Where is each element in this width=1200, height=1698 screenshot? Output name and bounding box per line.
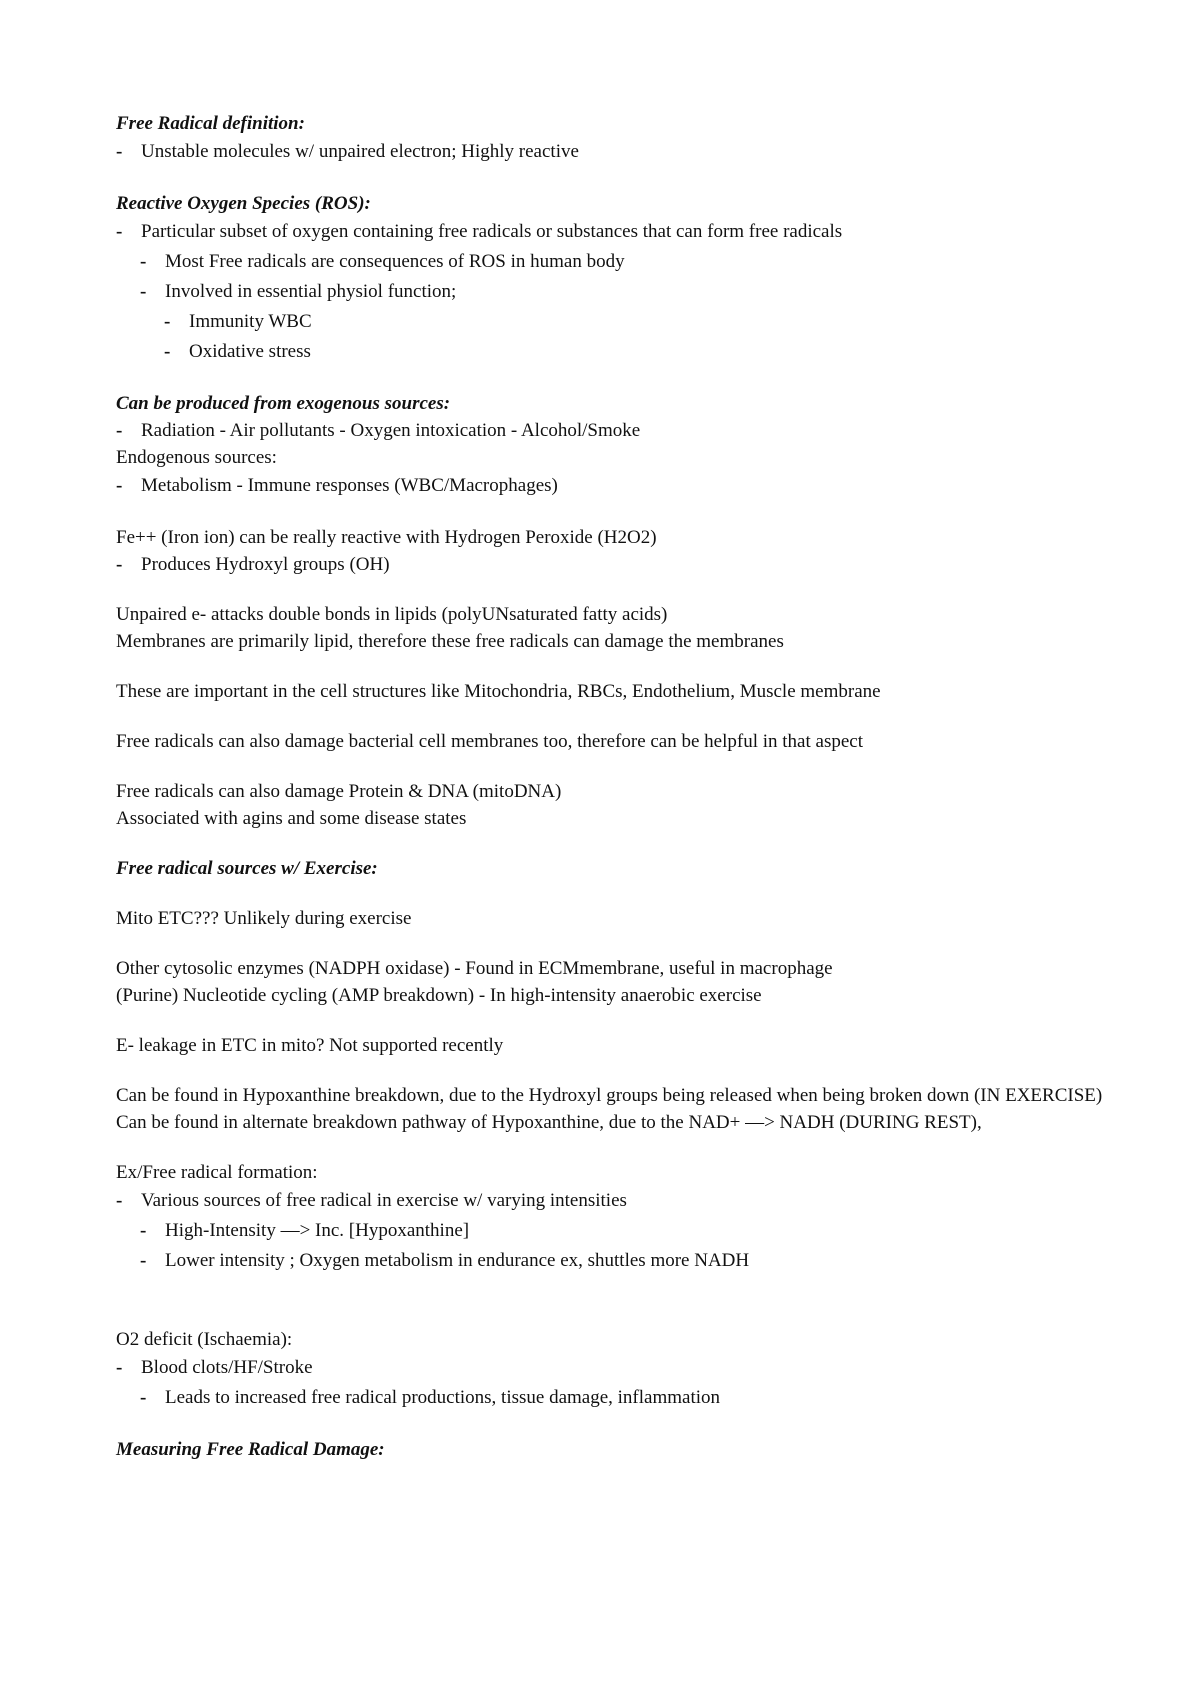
paragraph: (Purine) Nucleotide cycling (AMP breakdown) - In high-intensity anaerobic exercise xyxy=(116,985,762,1006)
bullet-item xyxy=(116,471,1116,501)
bullet-dash: - xyxy=(164,311,171,332)
bullet-dash: - xyxy=(116,1357,123,1378)
bullet-text: Oxidative stress xyxy=(189,341,311,362)
paragraph: Free radicals can also damage Protein & DNA (mitoDNA) xyxy=(116,781,562,802)
bullet-dash: - xyxy=(116,475,123,496)
bullet-dash: - xyxy=(116,420,123,441)
bullet-item xyxy=(116,1216,1116,1246)
bullet-dash: - xyxy=(140,1250,147,1271)
bullet-text: High-Intensity —> Inc. [Hypoxanthine] xyxy=(165,1220,470,1241)
bullet-text: Particular subset of oxygen containing free radicals or substances that can form free radicals xyxy=(141,221,843,242)
bullet-dash: - xyxy=(140,281,147,302)
bullet-item xyxy=(116,1186,1116,1216)
bullet-item xyxy=(116,337,1116,367)
bullet-item xyxy=(116,1383,1116,1413)
bullet-item xyxy=(116,277,1116,307)
paragraph: O2 deficit (Ischaemia): xyxy=(116,1329,293,1350)
bullet-dash: - xyxy=(116,554,123,575)
bullet-text: Lower intensity ; Oxygen metabolism in endurance ex, shuttles more NADH xyxy=(165,1250,750,1271)
bullet-dash: - xyxy=(116,141,123,162)
bullet-text: Metabolism - Immune responses (WBC/Macrophages) xyxy=(141,475,558,496)
bullet-text: Various sources of free radical in exercise w/ varying intensities xyxy=(141,1190,627,1211)
paragraph: Can be found in alternate breakdown pathway of Hypoxanthine, due to the NAD+ —> NADH (DURING REST), xyxy=(116,1112,982,1133)
paragraph: Mito ETC??? Unlikely during exercise xyxy=(116,908,412,929)
bullet-text: Leads to increased free radical productions, tissue damage, inflammation xyxy=(165,1387,721,1408)
endogenous-sources-label: Endogenous sources: xyxy=(116,447,277,468)
bullet-dash: - xyxy=(140,1387,147,1408)
heading-exercise-sources: Free radical sources w/ Exercise: xyxy=(116,858,378,879)
paragraph: Can be found in Hypoxanthine breakdown, due to the Hydroxyl groups being released when being broken down (IN EXERCISE) xyxy=(116,1085,1103,1106)
bullet-dash: - xyxy=(116,221,123,242)
bullet-text: Radiation - Air pollutants - Oxygen intoxication - Alcohol/Smoke xyxy=(141,420,641,441)
paragraph: Fe++ (Iron ion) can be really reactive with Hydrogen Peroxide (H2O2) xyxy=(116,527,657,548)
heading-ros: Reactive Oxygen Species (ROS): xyxy=(116,193,371,214)
paragraph: Unpaired e- attacks double bonds in lipids (polyUNsaturated fatty acids) xyxy=(116,604,668,625)
bullet-text: Blood clots/HF/Stroke xyxy=(141,1357,313,1378)
paragraph: Other cytosolic enzymes (NADPH oxidase) - Found in ECMmembrane, useful in macrophage xyxy=(116,958,833,979)
heading-exogenous-sources: Can be produced from exogenous sources: xyxy=(116,393,451,414)
bullet-text: Unstable molecules w/ unpaired electron; Highly reactive xyxy=(141,141,579,162)
paragraph: Membranes are primarily lipid, therefore these free radicals can damage the membranes xyxy=(116,631,784,652)
paragraph: These are important in the cell structures like Mitochondria, RBCs, Endothelium, Muscle membrane xyxy=(116,681,881,702)
bullet-dash: - xyxy=(164,341,171,362)
bullet-item xyxy=(116,417,1116,444)
bullet-item xyxy=(116,1246,1116,1276)
bullet-item xyxy=(116,217,1116,247)
paragraph: Associated with agins and some disease states xyxy=(116,808,467,829)
bullet-item xyxy=(116,137,1116,167)
bullet-dash: - xyxy=(140,251,147,272)
bullet-text: Immunity WBC xyxy=(189,311,312,332)
bullet-text: Produces Hydroxyl groups (OH) xyxy=(141,554,390,575)
paragraph: Ex/Free radical formation: xyxy=(116,1162,318,1183)
bullet-dash: - xyxy=(116,1190,123,1211)
bullet-item xyxy=(116,1353,1116,1383)
bullet-dash: - xyxy=(140,1220,147,1241)
bullet-item xyxy=(116,307,1116,337)
heading-measuring-damage: Measuring Free Radical Damage: xyxy=(116,1439,385,1460)
paragraph: Free radicals can also damage bacterial cell membranes too, therefore can be helpful in that aspect xyxy=(116,731,863,752)
document-page xyxy=(116,110,1116,1463)
bullet-item xyxy=(116,551,1116,578)
bullet-item xyxy=(116,247,1116,277)
heading-free-radical-definition: Free Radical definition: xyxy=(116,113,305,134)
paragraph: E- leakage in ETC in mito? Not supported recently xyxy=(116,1035,504,1056)
bullet-text: Involved in essential physiol function; xyxy=(165,281,457,302)
bullet-text: Most Free radicals are consequences of ROS in human body xyxy=(165,251,625,272)
